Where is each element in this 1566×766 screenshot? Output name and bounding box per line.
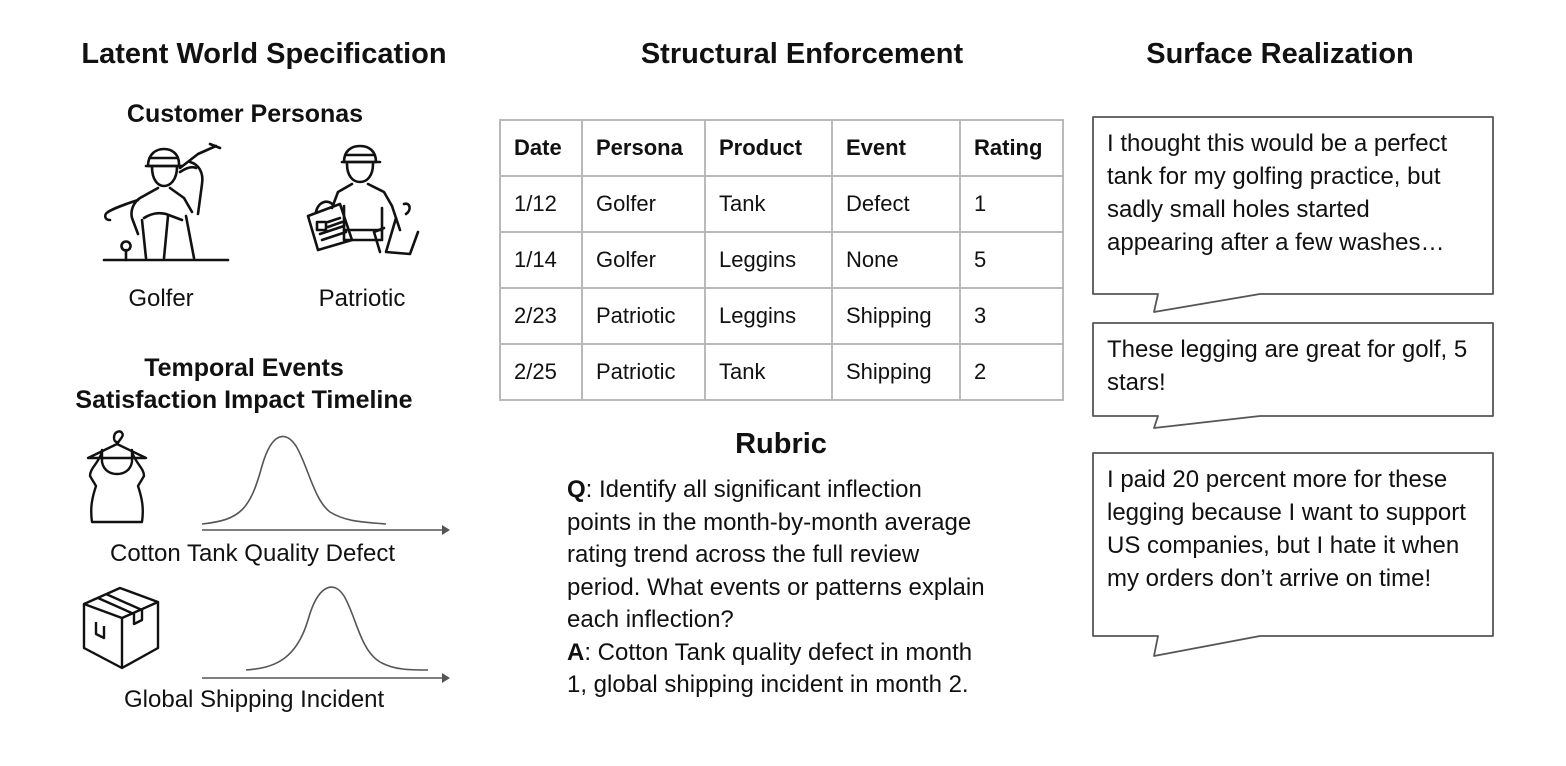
defect-impact-curve — [196, 426, 450, 536]
table-cell: Shipping — [832, 344, 960, 400]
rubric-body — [567, 474, 987, 702]
table-header-persona: Persona — [582, 120, 705, 176]
table-row — [500, 288, 1063, 344]
rubric-q-label: Q — [567, 476, 586, 503]
table-cell: Patriotic — [582, 344, 705, 400]
rubric-title: Rubric — [735, 428, 827, 460]
table-row — [500, 176, 1063, 232]
table-cell: 1 — [960, 176, 1063, 232]
middle-column-title: Structural Enforcement — [640, 38, 964, 70]
table-cell: Golfer — [582, 232, 705, 288]
table-header-date: Date — [500, 120, 582, 176]
table-cell: 1/12 — [500, 176, 582, 232]
table-cell: 2 — [960, 344, 1063, 400]
golfer-icon — [98, 142, 234, 266]
rubric-a-label: A — [567, 638, 585, 666]
table-header-event: Event — [832, 120, 960, 176]
table-cell: Shipping — [832, 288, 960, 344]
table-cell: Golfer — [582, 176, 705, 232]
table-cell: 2/25 — [500, 344, 582, 400]
persona-label-golfer: Golfer — [128, 285, 194, 312]
table-header-row — [500, 120, 1063, 176]
table-cell: None — [832, 232, 960, 288]
left-column-title: Latent World Specification — [81, 38, 447, 70]
table-cell: Tank — [705, 344, 832, 400]
table-cell: Defect — [832, 176, 960, 232]
events-table — [499, 119, 1064, 401]
table-cell: Patriotic — [582, 288, 705, 344]
box-icon — [80, 584, 162, 670]
table-cell: 5 — [960, 232, 1063, 288]
tank-top-icon — [82, 428, 152, 528]
events-title-line2: Satisfaction Impact Timeline — [75, 386, 413, 414]
event-label-shipping: Global Shipping Incident — [124, 686, 385, 713]
table-header-rating: Rating — [960, 120, 1063, 176]
rubric-question: : Identify all significant inflection points in the month-by-month average rating trend across the full review period. What events or patterns explain each inflection? — [567, 476, 985, 633]
persona-label-patriotic: Patriotic — [318, 285, 406, 312]
table-header-product: Product — [705, 120, 832, 176]
table-cell: 3 — [960, 288, 1063, 344]
review-bubble-3: I paid 20 percent more for these legging because I want to support US companies, but I hate it when my orders don’t arrive on time! — [1107, 466, 1466, 592]
events-title-line1: Temporal Events — [144, 354, 344, 382]
right-column-title: Surface Realization — [1146, 38, 1414, 70]
personas-title: Customer Personas — [126, 100, 364, 128]
table-row — [500, 344, 1063, 400]
table-cell: Tank — [705, 176, 832, 232]
event-label-defect: Cotton Tank Quality Defect — [110, 540, 396, 567]
shipping-impact-curve — [196, 574, 450, 686]
rubric-answer: : Cotton Tank quality defect in month 1, global shipping incident in month 2. — [567, 638, 973, 698]
table-cell: 2/23 — [500, 288, 582, 344]
shopper-icon — [300, 142, 424, 266]
table-row — [500, 232, 1063, 288]
review-bubble-2: These legging are great for golf, 5 stars! — [1107, 336, 1468, 396]
table-cell: 1/14 — [500, 232, 582, 288]
table-cell: Leggins — [705, 288, 832, 344]
table-cell: Leggins — [705, 232, 832, 288]
review-bubble-1: I thought this would be a perfect tank for my golfing practice, but sadly small holes started appearing after a few washes… — [1107, 130, 1448, 256]
